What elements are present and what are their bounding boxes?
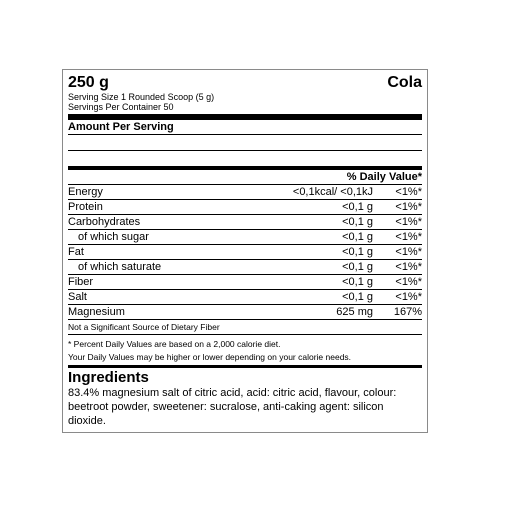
net-weight: 250 g	[68, 74, 109, 91]
nutrient-row	[68, 274, 422, 289]
nutrient-name: of which sugar	[78, 231, 149, 243]
nutrient-name: Fat	[68, 246, 84, 258]
nutrient-amount: <0,1 g	[342, 261, 373, 273]
nutrient-row	[68, 289, 422, 304]
nutrient-name: Magnesium	[68, 306, 125, 318]
footnote-may-vary: Your Daily Values may be higher or lower depending on your calorie needs.	[68, 352, 352, 362]
nutrient-row	[68, 229, 422, 244]
nutrient-daily-value: <1%*	[395, 201, 422, 213]
nutrient-daily-value: 167%	[393, 306, 422, 318]
nutrient-name: Carbohydrates	[68, 216, 141, 228]
blank-row	[68, 135, 422, 150]
footnote-fiber: Not a Significant Source of Dietary Fiber	[68, 322, 220, 332]
nutrient-amount: 625 mg	[336, 306, 373, 318]
nutrient-amount: <0,1 g	[342, 216, 373, 228]
nutrient-name: of which saturate	[78, 261, 162, 273]
nutrient-daily-value: <1%*	[395, 291, 422, 303]
nutrient-amount: <0,1 g	[342, 291, 373, 303]
nutrient-name: Fiber	[68, 276, 94, 288]
serving-size: Serving Size 1 Rounded Scoop (5 g)	[68, 92, 215, 102]
nutrition-label	[62, 69, 428, 433]
nutrient-daily-value: <1%*	[395, 276, 422, 288]
nutrient-row	[68, 184, 422, 199]
amount-per-serving-heading: Amount Per Serving	[68, 121, 174, 133]
footnote-percent-basis: * Percent Daily Values are based on a 2,000 calorie diet.	[68, 334, 422, 349]
nutrient-daily-value: <1%*	[395, 216, 422, 228]
nutrient-amount: <0,1 g	[342, 246, 373, 258]
nutrient-amount: <0,1kcal/ <0,1kJ	[292, 186, 373, 198]
nutrient-daily-value: <1%*	[395, 186, 422, 198]
nutrient-name: Protein	[68, 201, 103, 213]
label-header	[68, 70, 422, 92]
nutrient-name: Salt	[68, 291, 87, 303]
daily-value-heading: % Daily Value*	[346, 171, 422, 183]
ingredients-title: Ingredients	[68, 369, 149, 386]
nutrient-row	[68, 304, 422, 320]
nutrition-label-content	[68, 70, 422, 428]
blank-row	[68, 151, 422, 166]
nutrient-amount: <0,1 g	[342, 276, 373, 288]
nutrient-row	[68, 259, 422, 274]
flavor-name: Cola	[387, 74, 422, 91]
nutrient-amount: <0,1 g	[342, 201, 373, 213]
nutrient-daily-value: <1%*	[395, 246, 422, 258]
servings-per-container: Servings Per Container 50	[68, 102, 174, 112]
ingredients-text: 83.4% magnesium salt of citric acid, acid: citric acid, flavour, colour: beetroot powder, sweetener: sucralose, anti-caking agent: silicon dioxide.	[68, 387, 397, 427]
nutrient-name: Energy	[68, 186, 103, 198]
nutrient-daily-value: <1%*	[395, 231, 422, 243]
nutrient-row	[68, 214, 422, 229]
nutrient-daily-value: <1%*	[395, 261, 422, 273]
nutrient-row	[68, 199, 422, 214]
nutrient-row	[68, 244, 422, 259]
nutrient-amount: <0,1 g	[342, 231, 373, 243]
nutrient-table	[68, 184, 422, 320]
